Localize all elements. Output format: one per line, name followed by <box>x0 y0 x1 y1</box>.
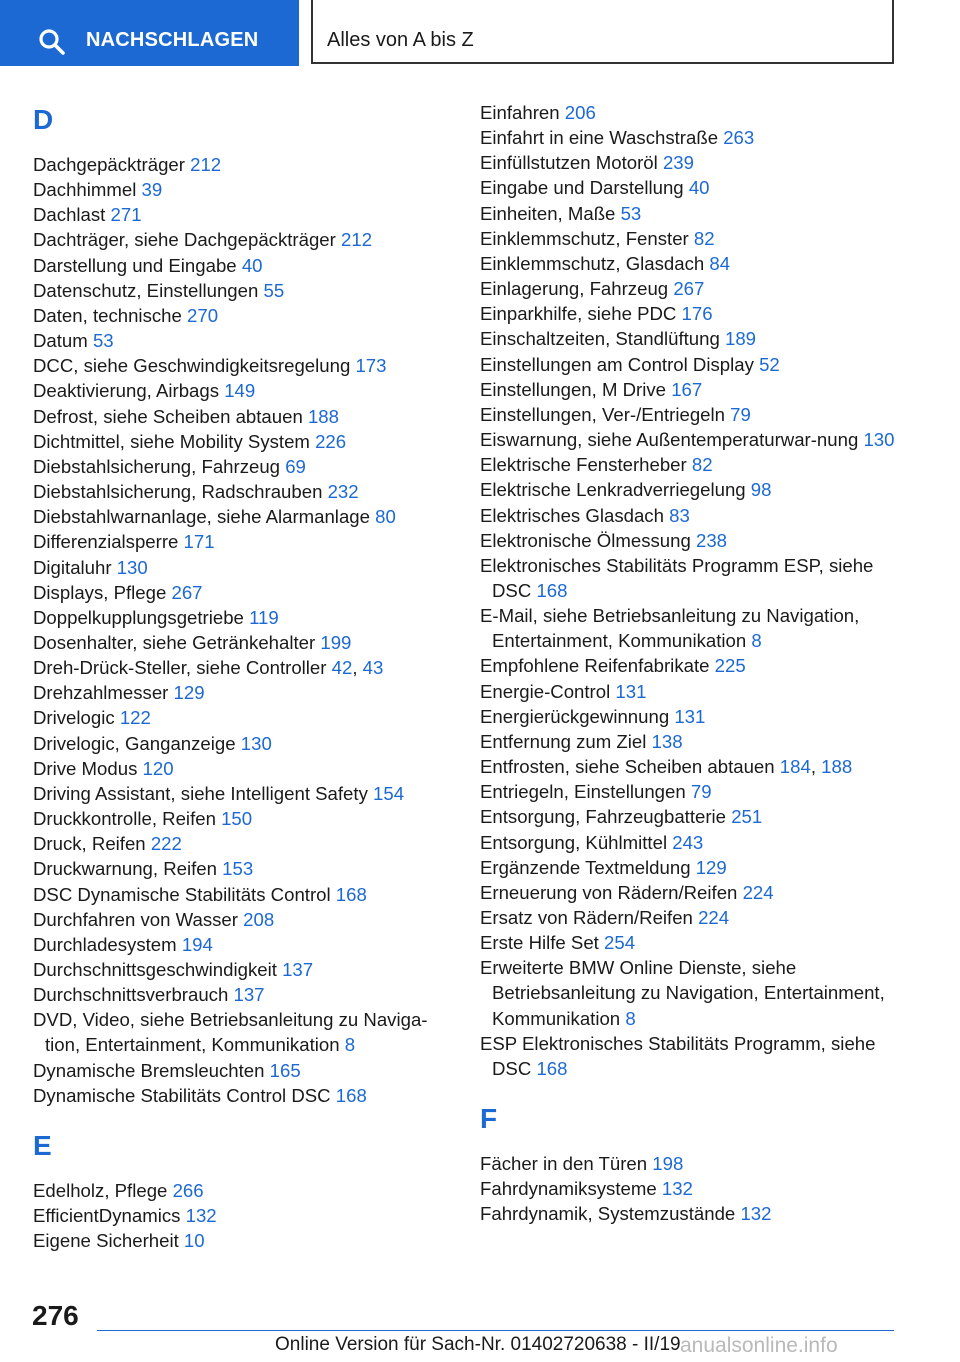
index-entry <box>33 152 443 177</box>
index-entry <box>33 1228 443 1253</box>
index-letter: E <box>33 1129 52 1161</box>
index-entry <box>480 150 905 175</box>
page-reference-link[interactable]: 137 <box>233 984 265 1006</box>
page-reference-link[interactable]: 82 <box>691 454 713 476</box>
index-entry-text: Eigene Sicherheit <box>33 1230 179 1252</box>
spacer <box>33 140 443 152</box>
index-entry-text: Diebstahlsicherung, Fahrzeug <box>33 455 281 477</box>
page-reference-link[interactable]: 8 <box>344 1034 356 1056</box>
index-entry <box>33 882 443 907</box>
page-reference-link[interactable]: 131 <box>674 705 706 727</box>
index-entry <box>33 253 443 278</box>
index-entry-text: Eingabe und Darstellung <box>480 177 684 199</box>
page-reference-link[interactable]: 267 <box>673 278 705 300</box>
page-reference-link[interactable]: 53 <box>620 202 642 224</box>
index-entry-text: Drive Modus <box>33 757 138 779</box>
page-reference-link[interactable]: 10 <box>183 1230 205 1252</box>
index-entry <box>480 653 905 678</box>
page-reference-link[interactable]: 83 <box>669 504 690 526</box>
page-reference-link[interactable]: 167 <box>671 378 703 400</box>
index-entry <box>33 630 443 655</box>
page-reference-link[interactable]: 132 <box>185 1205 217 1227</box>
page-reference-link[interactable]: 53 <box>92 330 114 352</box>
index-entry <box>480 804 905 829</box>
index-entry-text: Druckwarnung, Reifen <box>33 858 217 880</box>
index-entry-text: Daten, technische <box>33 304 182 326</box>
index-entry-text: DSC Dynamische Stabilitäts Control <box>33 883 331 905</box>
index-entry-text: Erste Hilfe Set <box>480 932 599 954</box>
index-entry <box>33 529 443 554</box>
header-bar <box>0 0 960 66</box>
page-reference-link[interactable]: 224 <box>742 881 774 903</box>
index-entry-text: Durchschnittsgeschwindigkeit <box>33 959 277 980</box>
page-reference-link[interactable]: 130 <box>116 556 148 578</box>
index-entry-text: Druckkontrolle, Reifen <box>33 808 216 830</box>
index-entry <box>33 303 443 328</box>
index-entry-text: Dosenhalter, siehe Getränkehalter <box>33 631 316 653</box>
page-reference-link[interactable]: 225 <box>714 655 746 677</box>
page-reference-link[interactable]: 119 <box>249 606 279 628</box>
page-reference-link[interactable]: 52 <box>759 353 780 375</box>
index-entry-text: Drehzahlmesser <box>33 682 169 704</box>
page-reference-link[interactable]: 130 <box>863 429 895 451</box>
page-reference-link[interactable]: 165 <box>269 1059 301 1081</box>
index-entry-text: Ersatz von Rädern/Reifen <box>480 907 693 928</box>
page-reference-link[interactable]: 69 <box>285 455 306 477</box>
page-reference-link[interactable]: 42 <box>331 657 353 679</box>
page-reference-link[interactable]: 79 <box>730 403 751 425</box>
index-entry <box>480 251 905 276</box>
page-reference-link[interactable]: 243 <box>672 831 704 853</box>
index-entry-text: Datum <box>33 330 88 352</box>
index-entry-text: Elektrisches Glasdach <box>480 504 664 526</box>
page-reference-link[interactable]: 267 <box>171 581 203 603</box>
index-entry <box>480 427 905 452</box>
index-entry <box>480 301 905 326</box>
page-reference-link[interactable]: 189 <box>724 328 757 350</box>
page-reference-link[interactable]: 239 <box>662 152 694 174</box>
index-entry <box>33 202 443 227</box>
index-entry <box>33 806 443 831</box>
page-reference-link[interactable]: 153 <box>222 858 254 880</box>
page-reference-link[interactable]: 212 <box>190 154 222 175</box>
index-entry: Entfrosten, siehe Scheiben abtauen 184, 188 <box>480 756 853 778</box>
index-entry <box>480 276 905 301</box>
index-entry-text: Einstellungen, Ver-/Entriegeln <box>480 403 725 425</box>
page-reference-link[interactable]: 132 <box>740 1203 772 1225</box>
index-entry <box>33 1058 443 1083</box>
index-entry <box>480 175 905 200</box>
page-reference-link[interactable]: 149 <box>224 380 256 402</box>
page-reference-link[interactable]: 8 <box>625 1007 636 1029</box>
index-entry <box>33 328 443 353</box>
page-reference-link[interactable]: 168 <box>335 883 367 905</box>
index-entry-text: E-Mail, siehe Betriebsanleitung zu Navigation, Entertainment, Kommunikation <box>480 605 860 652</box>
index-entry-text: Elektrische Fensterheber <box>480 454 687 476</box>
page-reference-link[interactable]: 130 <box>240 732 272 754</box>
page-reference-link[interactable]: 40 <box>241 254 263 276</box>
page-reference-link[interactable]: 194 <box>181 933 213 955</box>
page-reference-link[interactable]: 168 <box>335 1084 367 1106</box>
index-column-right <box>480 100 905 1227</box>
index-entry <box>33 605 443 630</box>
index-entry <box>33 932 443 957</box>
index-entry-text: Dachgepäckträger <box>33 154 185 175</box>
index-entry-text: Durchfahren von Wasser <box>33 908 238 930</box>
page-reference-link[interactable]: 188 <box>821 756 853 778</box>
page-reference-link[interactable]: 271 <box>110 204 142 226</box>
index-entry-text: Dachträger, siehe Dachgepäckträger <box>33 229 336 251</box>
page-reference-link[interactable]: 263 <box>723 127 755 149</box>
index-entry-text: Erweiterte BMW Online Dienste, siehe Betriebsanleitung zu Navigation, Entertainment, Kommunikation <box>480 957 885 1029</box>
index-entry-text: Einstellungen, M Drive <box>480 378 667 400</box>
index-entry-text: Einklemmschutz, Glasdach <box>480 252 705 274</box>
index-entry <box>480 1201 905 1226</box>
index-entry-text: Ergänzende Textmeldung <box>480 856 691 878</box>
page-reference-link[interactable]: 206 <box>564 102 596 123</box>
index-entry-text: Empfohlene Reifenfabrikate <box>480 655 710 677</box>
page-reference-link[interactable]: 199 <box>320 631 352 653</box>
index-entry-text: Durchschnittsverbrauch <box>33 984 229 1006</box>
index-entry <box>33 454 443 479</box>
index-entry-text: DVD, Video, siehe Betriebsanleitung zu Naviga-tion, Entertainment, Kommunikation <box>33 1009 428 1056</box>
page-reference-link[interactable]: 270 <box>187 304 219 326</box>
page-reference-link[interactable]: 79 <box>690 781 712 803</box>
page-reference-link[interactable]: 84 <box>709 252 731 274</box>
page-reference-link[interactable]: 131 <box>615 680 647 702</box>
index-entry-text: Drivelogic <box>33 707 115 729</box>
index-entry <box>480 201 905 226</box>
index-entry-text: Energierückgewinnung <box>480 705 670 727</box>
index-entry <box>480 930 905 955</box>
index-entry <box>33 429 443 454</box>
tab-nachschlagen[interactable] <box>0 0 299 66</box>
index-entry <box>33 680 443 705</box>
index-entry <box>33 227 443 252</box>
spacer <box>480 1139 905 1151</box>
index-entry <box>33 957 443 982</box>
index-entry <box>480 477 905 502</box>
index-entry <box>480 1176 905 1201</box>
page-reference-link[interactable]: 122 <box>119 707 151 729</box>
index-entry-text: Einfahrt in eine Waschstraße <box>480 127 719 149</box>
page-reference-link[interactable]: 173 <box>355 355 387 377</box>
index-entry <box>33 831 443 856</box>
index-entry <box>480 402 905 427</box>
index-entry <box>480 1031 905 1081</box>
index-entry-text: Dynamische Stabilitäts Control DSC <box>33 1084 331 1106</box>
index-entry-text: Entfrosten, siehe Scheiben abtauen <box>480 756 775 778</box>
index-entry-text: Defrost, siehe Scheiben abtauen <box>33 405 303 427</box>
footer-divider <box>97 1330 894 1331</box>
page-reference-link[interactable]: 208 <box>243 908 275 930</box>
page-reference-link[interactable]: 176 <box>681 303 713 325</box>
index-entry <box>33 353 443 378</box>
index-entry <box>480 855 905 880</box>
index-entry <box>480 679 905 704</box>
index-entry-text: Entriegeln, Einstellungen <box>480 781 686 803</box>
page-reference-link[interactable]: 55 <box>263 279 285 301</box>
index-entry <box>480 226 905 251</box>
page-reference-link[interactable]: 232 <box>327 481 359 503</box>
index-entry-text: Elektrische Lenkradverriegelung <box>480 479 746 501</box>
page-number: 276 <box>32 1300 79 1331</box>
page-reference-link[interactable]: 212 <box>341 229 373 251</box>
index-entry-text: Einlagerung, Fahrzeug <box>480 278 669 300</box>
page-reference-link[interactable]: 226 <box>315 430 347 452</box>
index-entry-text: Dichtmittel, siehe Mobility System <box>33 430 310 452</box>
index-entry <box>33 378 443 403</box>
index-entry <box>480 553 905 603</box>
page-reference-link[interactable]: 238 <box>696 529 728 551</box>
page-reference-link[interactable]: 129 <box>173 682 205 704</box>
index-entry-text: Drivelogic, Ganganzeige <box>33 732 236 754</box>
page-reference-link[interactable]: 82 <box>693 227 715 249</box>
index-entry-text: Datenschutz, Einstellungen <box>33 279 259 301</box>
watermark: anualsonline.info <box>680 1334 838 1357</box>
page-reference-link[interactable]: 132 <box>661 1178 693 1200</box>
page-reference-link[interactable]: 129 <box>695 856 727 878</box>
page-reference-link[interactable]: 150 <box>221 808 253 830</box>
index-letter: D <box>33 104 54 135</box>
index-entry <box>480 704 905 729</box>
index-entry <box>480 377 905 402</box>
index-entry <box>33 731 443 756</box>
index-entry-text: Fahrdynamik, Systemzustände <box>480 1203 736 1225</box>
index-entry-text: Differenzialsperre <box>33 531 179 553</box>
index-entry-text: Deaktivierung, Airbags <box>33 380 220 402</box>
online-version-text: Online Version für Sach-Nr. 01402720638 - II/19 <box>275 1334 681 1355</box>
index-entry <box>33 907 443 932</box>
index-entry-text: Doppelkupplungsgetriebe <box>33 606 244 628</box>
index-entry <box>33 177 443 202</box>
index-entry <box>33 756 443 781</box>
index-entry-text: Fahrdynamiksysteme <box>480 1178 657 1200</box>
index-entry-text: Digitaluhr <box>33 556 112 578</box>
page-reference-link[interactable]: 168 <box>536 1057 568 1079</box>
page-reference-link[interactable]: 188 <box>307 405 339 427</box>
index-entry-text: Diebstahlwarnanlage, siehe Alarmanlage <box>33 506 370 528</box>
index-entry <box>33 504 443 529</box>
page-reference-link[interactable]: 40 <box>688 177 710 199</box>
index-entry <box>480 326 905 351</box>
index-entry-text: Entsorgung, Kühlmittel <box>480 831 668 853</box>
page-reference-link[interactable]: 198 <box>652 1153 684 1175</box>
page-reference-link[interactable]: 251 <box>731 806 763 828</box>
index-entry <box>33 982 443 1007</box>
index-entry <box>33 1083 443 1108</box>
page-reference-link[interactable]: 168 <box>536 579 568 601</box>
tab-label: NACHSCHLAGEN <box>86 29 259 51</box>
index-entry <box>480 779 905 804</box>
index-entry-text: Entsorgung, Fahrzeugbatterie <box>480 806 727 828</box>
index-entry <box>33 555 443 580</box>
index-entry <box>480 880 905 905</box>
index-entry-text: Einparkhilfe, siehe PDC <box>480 303 677 325</box>
index-entry-text: Einschaltzeiten, Standlüftung <box>480 328 720 350</box>
page-reference-link[interactable]: 8 <box>751 630 762 652</box>
search-icon <box>38 28 68 58</box>
index-entry <box>480 603 905 653</box>
index-entry <box>480 352 905 377</box>
index-entry-text: Energie-Control <box>480 680 611 702</box>
index-entry-text: Elektronisches Stabilitäts Programm ESP, siehe DSC <box>480 554 874 601</box>
index-entry <box>480 905 905 930</box>
index-entry-text: Einklemmschutz, Fenster <box>480 227 689 249</box>
index-entry-text: Diebstahlsicherung, Radschrauben <box>33 481 323 503</box>
index-entry <box>33 705 443 730</box>
page-reference-link[interactable]: 39 <box>141 179 163 201</box>
index-entry-text: Elektronische Ölmessung <box>480 529 691 551</box>
index-entry <box>480 452 905 477</box>
index-entry <box>33 1007 443 1057</box>
page-reference-link[interactable]: 98 <box>750 479 772 501</box>
index-entry-text: Einfahren <box>480 102 560 123</box>
index-entry-text: Druck, Reifen <box>33 833 146 855</box>
section-label: Alles von A bis Z <box>327 29 474 51</box>
index-entry <box>480 955 905 1030</box>
index-entry <box>33 278 443 303</box>
spacer <box>33 1166 443 1178</box>
index-entry-text: Dynamische Bremsleuchten <box>33 1059 265 1081</box>
index-entry-text: Fächer in den Türen <box>480 1153 648 1175</box>
index-letter: F <box>480 1103 498 1135</box>
index-entry-text: Entfernung zum Ziel <box>480 730 647 752</box>
index-entry-text: Einheiten, Maße <box>480 202 616 224</box>
page-reference-link[interactable]: 222 <box>150 833 182 855</box>
index-entry <box>480 1151 905 1176</box>
section-tab[interactable] <box>311 0 894 64</box>
index-entry-text: Dreh-Drück-Steller, siehe Controller <box>33 657 327 679</box>
index-entry: Dreh-Drück-Steller, siehe Controller 42, 43 <box>33 657 384 679</box>
index-entry <box>33 1203 443 1228</box>
page-reference-link[interactable]: 171 <box>183 531 215 553</box>
index-entry <box>33 580 443 605</box>
page-reference-link[interactable]: 137 <box>282 959 314 980</box>
index-entry <box>33 781 443 806</box>
index-entry <box>33 856 443 881</box>
index-entry-text: Displays, Pflege <box>33 581 167 603</box>
index-entry-text: Eiswarnung, siehe Außentemperaturwar-nung <box>480 429 859 451</box>
index-entry-text: Dachlast <box>33 204 106 226</box>
index-entry <box>480 830 905 855</box>
index-entry <box>480 503 905 528</box>
index-entry-text: DCC, siehe Geschwindigkeitsregelung <box>33 355 351 377</box>
index-entry-text: Erneuerung von Rädern/Reifen <box>480 881 738 903</box>
index-entry-text: Darstellung und Eingabe <box>33 254 237 276</box>
page-reference-link[interactable]: 138 <box>651 730 683 752</box>
index-entry <box>33 479 443 504</box>
page-reference-link[interactable]: 224 <box>698 907 730 928</box>
index-entry <box>480 100 905 125</box>
page-reference-link[interactable]: 254 <box>604 932 636 954</box>
index-entry-text: EfficientDynamics <box>33 1205 181 1227</box>
index-entry-text: Dachhimmel <box>33 179 137 201</box>
page-reference-link[interactable]: 120 <box>142 757 174 779</box>
page-reference-link[interactable]: 154 <box>373 782 405 804</box>
page-reference-link[interactable]: 43 <box>362 657 384 679</box>
index-entry <box>480 729 905 754</box>
index-entry-text: Driving Assistant, siehe Intelligent Safety <box>33 782 368 804</box>
page-reference-link[interactable]: 80 <box>375 506 396 528</box>
index-entry <box>33 1178 443 1203</box>
index-entry-text: Durchladesystem <box>33 933 177 955</box>
index-entry-text: ESP Elektronisches Stabilitäts Programm, siehe DSC <box>480 1032 876 1079</box>
page-reference-link[interactable]: 266 <box>172 1179 204 1201</box>
index-entry <box>480 125 905 150</box>
index-entry-text: Einstellungen am Control Display <box>480 353 754 375</box>
index-entry <box>33 404 443 429</box>
index-column-left <box>33 100 443 1253</box>
index-entry-text: Einfüllstutzen Motoröl <box>480 152 658 174</box>
index-entry-text: Edelholz, Pflege <box>33 1179 168 1201</box>
page-reference-link[interactable]: 184 <box>779 756 811 778</box>
index-entry <box>480 528 905 553</box>
